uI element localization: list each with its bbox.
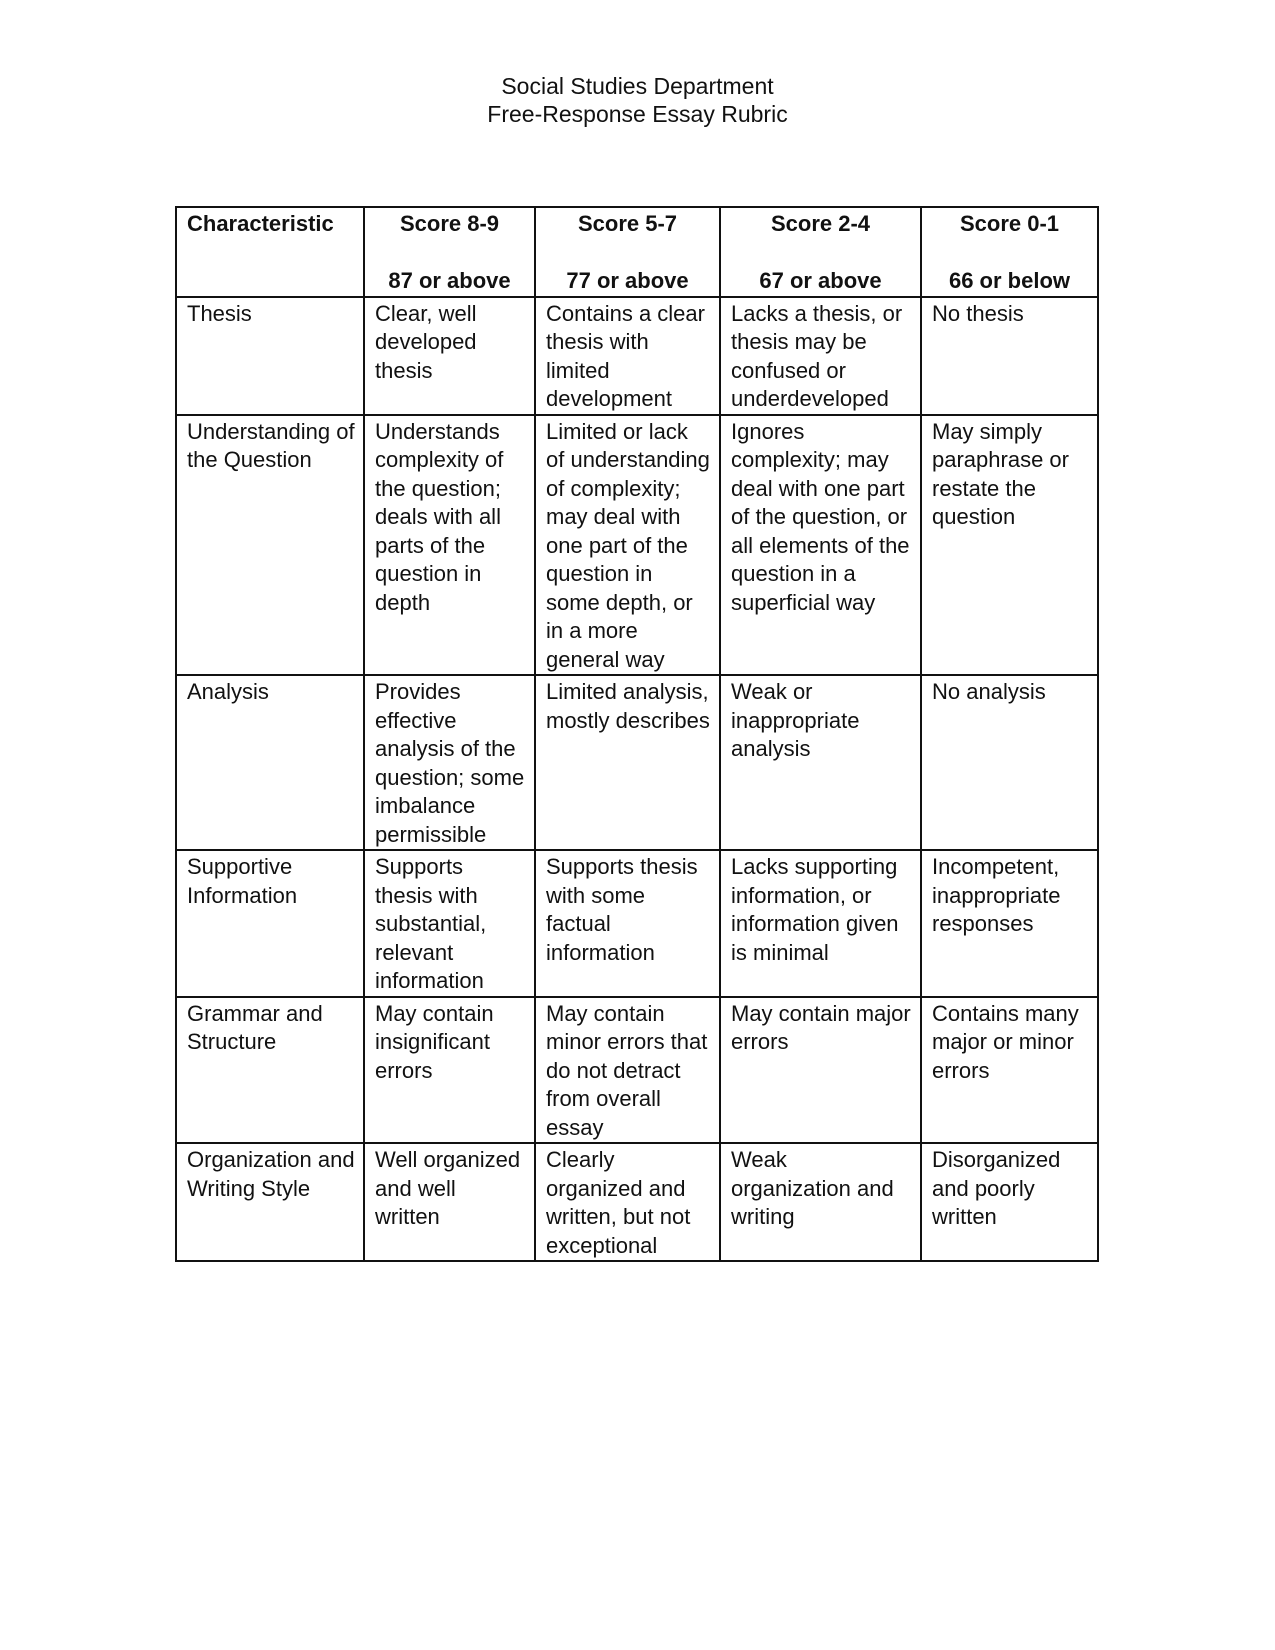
grade-label: 77 or above	[566, 268, 689, 293]
table-cell: Well organized and well written	[364, 1143, 535, 1261]
header-row	[176, 207, 1098, 297]
table-cell: May contain minor errors that do not detract from overall essay	[535, 997, 720, 1144]
score-label: Score 0-1	[959, 211, 1060, 236]
table-row-grammar-and-structure	[176, 997, 1098, 1144]
table-row-understanding	[176, 415, 1098, 676]
table-cell: May contain insignificant errors	[364, 997, 535, 1144]
table-cell: Weak or inappropriate analysis	[720, 675, 921, 850]
table-cell: Provides effective analysis of the question; some imbalance permissible	[364, 675, 535, 850]
score-label: Score 2-4	[770, 211, 871, 236]
table-cell: Limited or lack of understanding of complexity; may deal with one part of the question in some depth, or in a more general way	[535, 415, 720, 676]
table-cell: Ignores complexity; may deal with one part of the question, or all elements of the question in a superficial way	[720, 415, 921, 676]
table-cell: Understands complexity of the question; deals with all parts of the question in depth	[364, 415, 535, 676]
table-cell: Contains a clear thesis with limited development	[535, 297, 720, 415]
table-cell: Lacks supporting information, or information given is minimal	[720, 850, 921, 997]
document-header	[0, 72, 1275, 128]
characteristic-cell: Organization and Writing Style	[176, 1143, 364, 1261]
characteristic-header: Characteristic	[176, 207, 364, 297]
table-cell: Lacks a thesis, or thesis may be confused or underdeveloped	[720, 297, 921, 415]
table-row-supportive-information	[176, 850, 1098, 997]
table-cell: Limited analysis, mostly describes	[535, 675, 720, 850]
table-cell: Weak organization and writing	[720, 1143, 921, 1261]
characteristic-cell: Analysis	[176, 675, 364, 850]
department-name: Social Studies Department	[501, 73, 774, 99]
table-cell: Clearly organized and written, but not exceptional	[535, 1143, 720, 1261]
characteristic-cell: Thesis	[176, 297, 364, 415]
score-label: Score 5-7	[577, 211, 678, 236]
grade-label: 87 or above	[388, 268, 511, 293]
table-cell: May simply paraphrase or restate the question	[921, 415, 1098, 676]
table-row-organization-and-writing-style	[176, 1143, 1098, 1261]
table-cell: Contains many major or minor errors	[921, 997, 1098, 1144]
table-row-analysis	[176, 675, 1098, 850]
table-cell: Clear, well developed thesis	[364, 297, 535, 415]
score-5-7-header	[535, 207, 720, 297]
rubric-table	[175, 206, 1099, 1262]
table-cell: Supports thesis with substantial, relevant information	[364, 850, 535, 997]
grade-label: 66 or below	[948, 268, 1071, 293]
characteristic-cell: Supportive Information	[176, 850, 364, 997]
table-cell: Incompetent, inappropriate responses	[921, 850, 1098, 997]
score-2-4-header	[720, 207, 921, 297]
table-cell: May contain major errors	[720, 997, 921, 1144]
score-0-1-header	[921, 207, 1098, 297]
table-cell: Disorganized and poorly written	[921, 1143, 1098, 1261]
characteristic-cell: Understanding of the Question	[176, 415, 364, 676]
grade-label: 67 or above	[759, 268, 882, 293]
document-title: Free-Response Essay Rubric	[487, 101, 788, 127]
score-label: Score 8-9	[399, 211, 500, 236]
table-cell: No thesis	[921, 297, 1098, 415]
table-row-thesis	[176, 297, 1098, 415]
table-cell: No analysis	[921, 675, 1098, 850]
table-cell: Supports thesis with some factual information	[535, 850, 720, 997]
score-8-9-header	[364, 207, 535, 297]
characteristic-cell: Grammar and Structure	[176, 997, 364, 1144]
